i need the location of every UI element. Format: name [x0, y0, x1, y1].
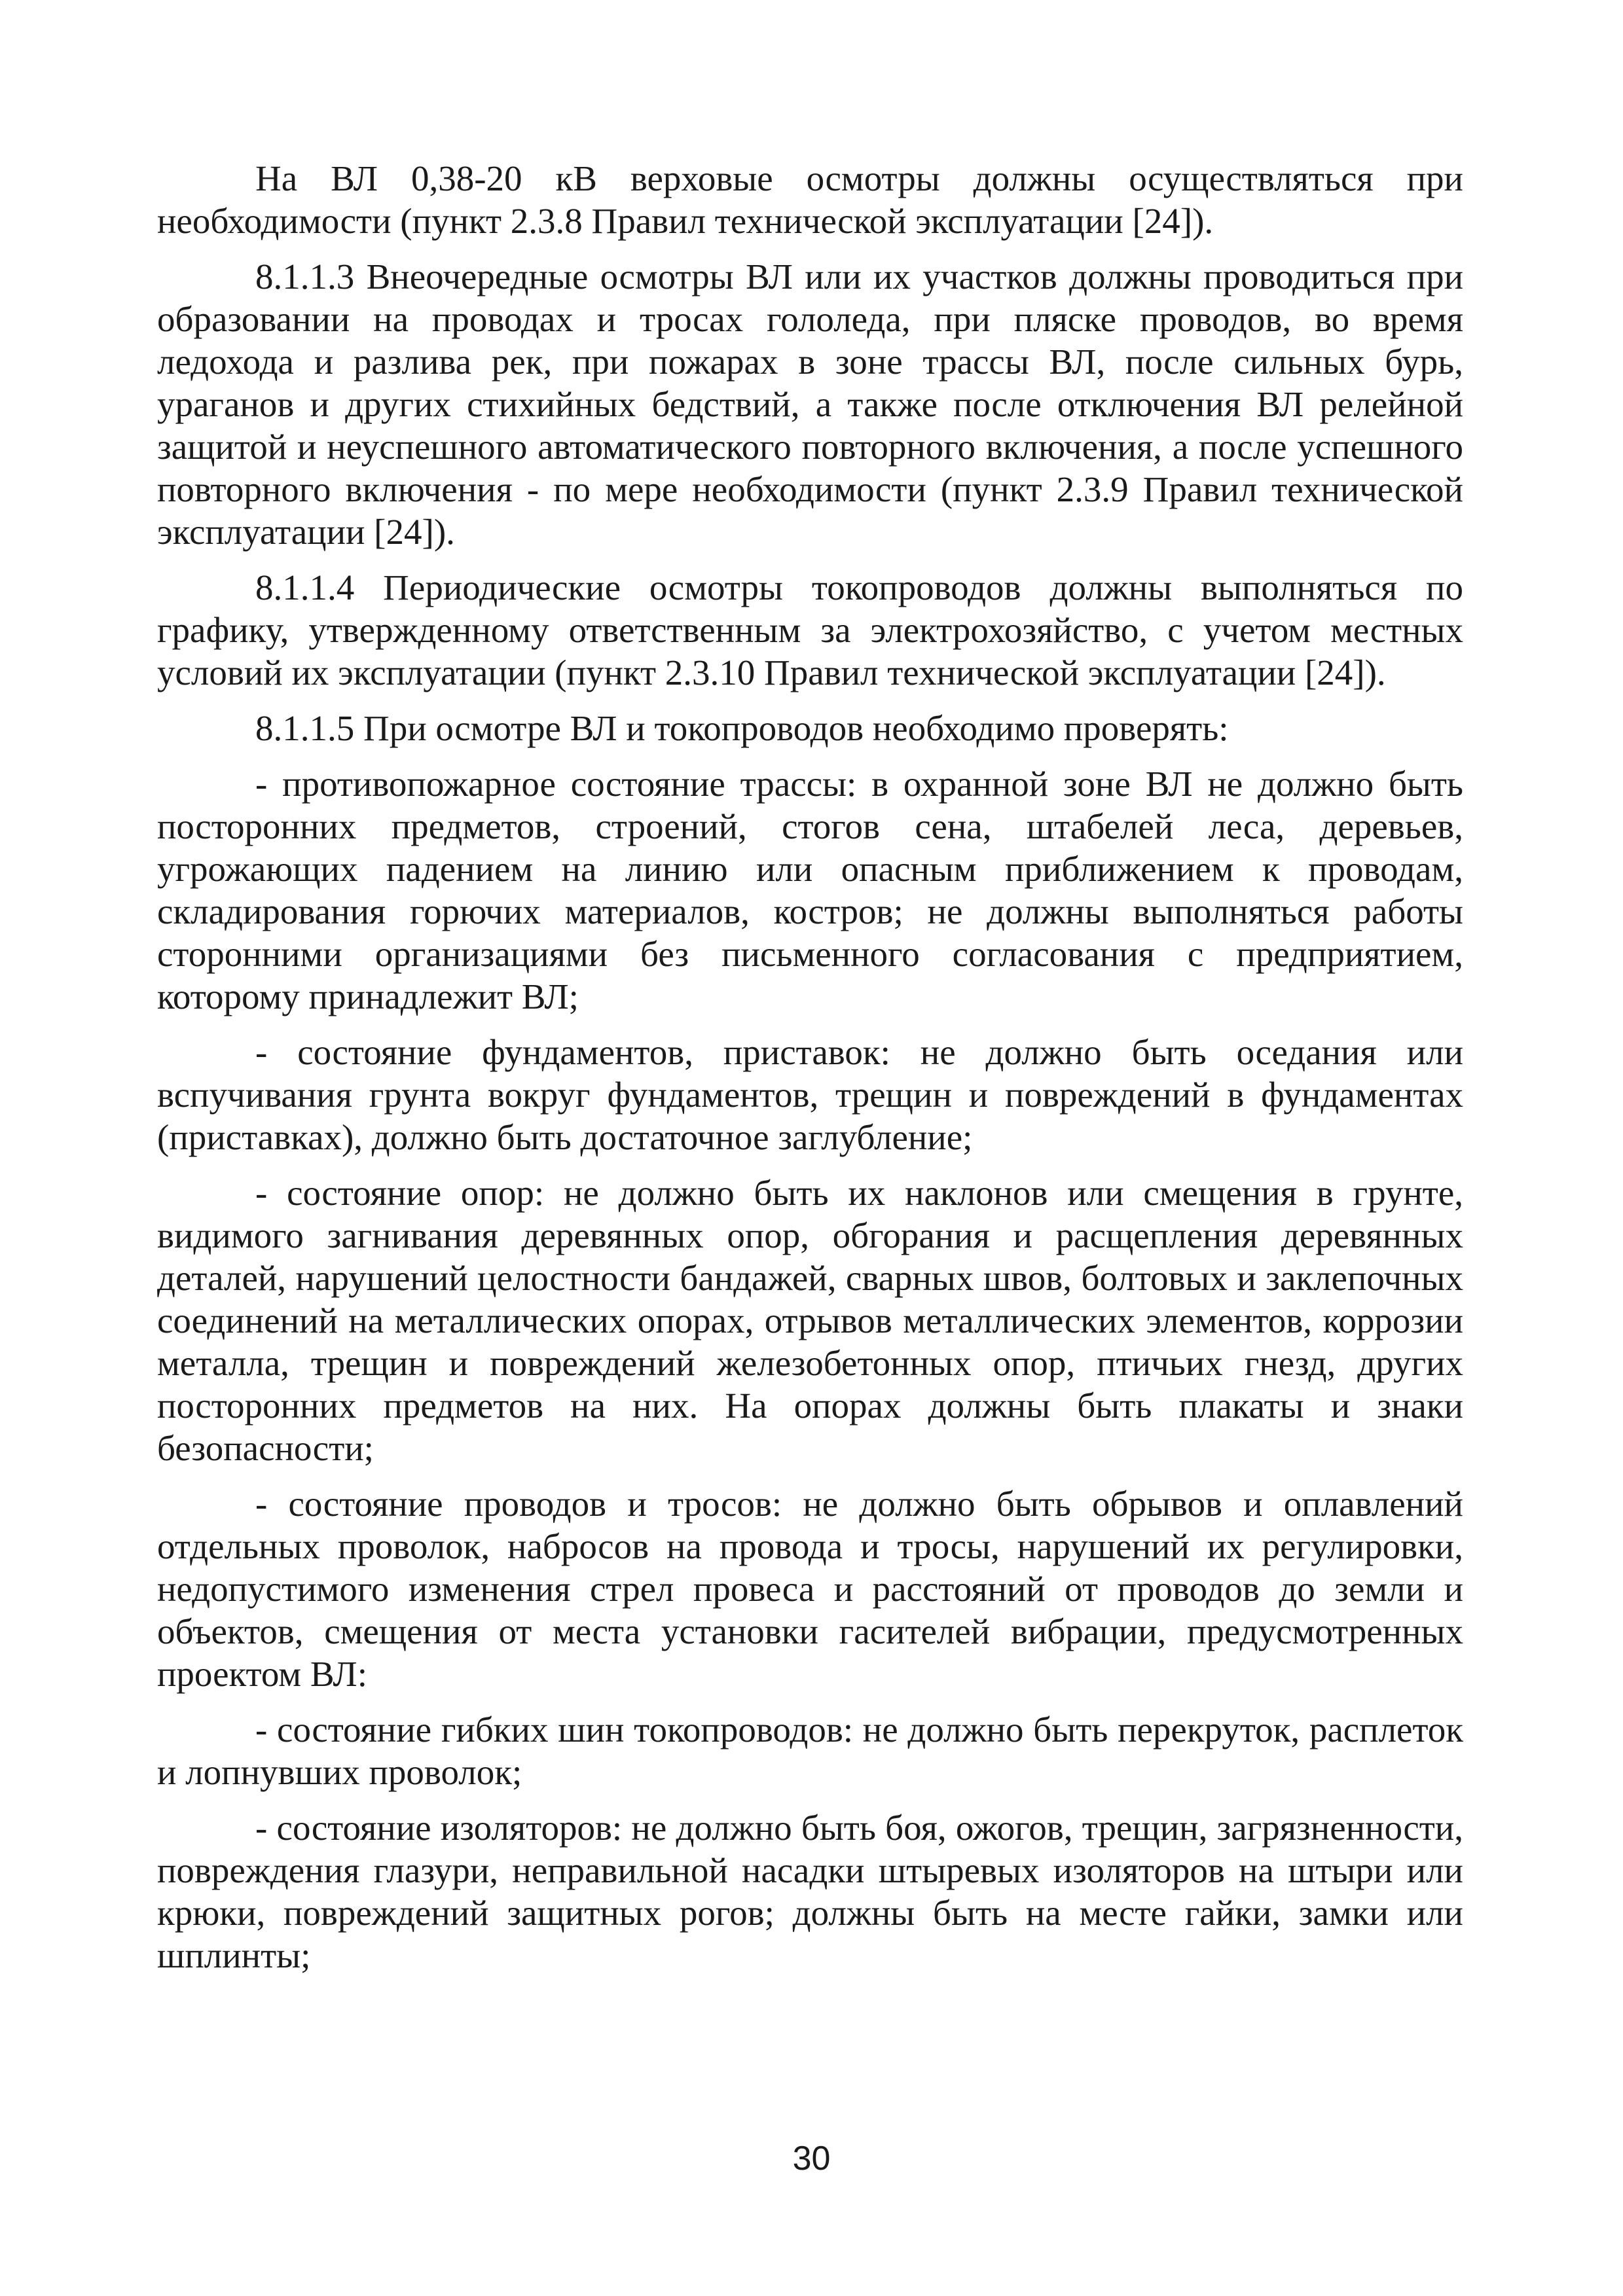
- body-text: [157, 157, 1463, 1990]
- list-item-fire-safety: - противопожарное состояние трассы: в охранной зоне ВЛ не должно быть посторонних предметов, строений, стогов сена, штабелей леса, деревьев, угрожающих падением на линию или опасным приближением к проводам, складирования горючих материалов, костров; не должны выполняться работы сторонними организациями без письменного согласования с предприятием, которому принадлежит ВЛ;: [157, 764, 1463, 1016]
- list-item-wires: - состояние проводов и тросов: не должно быть обрывов и оплавлений отдельных проволок, набросов на провода и тросы, нарушений их регулировки, недопустимого изменения стрел провеса и расстояний от проводов до земли и объектов, смещения от места установки гасителей вибрации, предусмотренных проектом ВЛ:: [157, 1484, 1463, 1694]
- paragraph-8-1-1-3: 8.1.1.3 Внеочередные осмотры ВЛ или их участков должны проводиться при образовании на проводах и тросах гололеда, при пляске проводов, во время ледохода и разлива рек, при пожарах в зоне трассы ВЛ, после сильных бурь, ураганов и других стихийных бедствий, а также после отключения ВЛ релейной защитой и неуспешного автоматического повторного включения, а после успешного повторного включения - по мере необходимости (пункт 2.3.9 Правил технической эксплуатации [24]).: [157, 257, 1463, 552]
- paragraph-8-1-1-4: 8.1.1.4 Периодические осмотры токопроводов должны выполняться по графику, утвержденному ответственным за электрохозяйство, с учетом местных условий их эксплуатации (пункт 2.3.10 Правил технической эксплуатации [24]).: [157, 567, 1463, 692]
- paragraph-8-1-1-5: 8.1.1.5 При осмотре ВЛ и токопроводов необходимо проверять:: [255, 708, 1229, 748]
- page-number: 30: [792, 2140, 831, 2178]
- list-item-supports: - состояние опор: не должно быть их наклонов или смещения в грунте, видимого загнивания деревянных опор, обгорания и расщепления деревянных деталей, нарушений целостности бандажей, сварных швов, болтовых и заклепочных соединений на металлических опорах, отрывов металлических элементов, коррозии металла, трещин и повреждений железобетонных опор, птичьих гнезд, других посторонних предметов на них. На опорах должны быть плакаты и знаки безопасности;: [157, 1173, 1463, 1468]
- list-item-foundations: - состояние фундаментов, приставок: не должно быть оседания или вспучивания грунта вокруг фундаментов, трещин и повреждений в фундаментах (приставках), должно быть достаточное заглубление;: [157, 1032, 1463, 1157]
- list-item-insulators: - состояние изоляторов: не должно быть боя, ожогов, трещин, загрязненности, повреждения глазури, неправильной насадки штыревых изоляторов на штыри или крюки, повреждений защитных рогов; должны быть на месте гайки, замки или шплинты;: [157, 1808, 1463, 1975]
- list-item-flexible-busbars: - состояние гибких шин токопроводов: не должно быть перекруток, расплеток и лопнувших проволок;: [157, 1710, 1463, 1792]
- paragraph-overhead-inspections: На ВЛ 0,38-20 кВ верховые осмотры должны осуществляться при необходимости (пункт 2.3.8 Правил технической эксплуатации [24]).: [157, 158, 1463, 241]
